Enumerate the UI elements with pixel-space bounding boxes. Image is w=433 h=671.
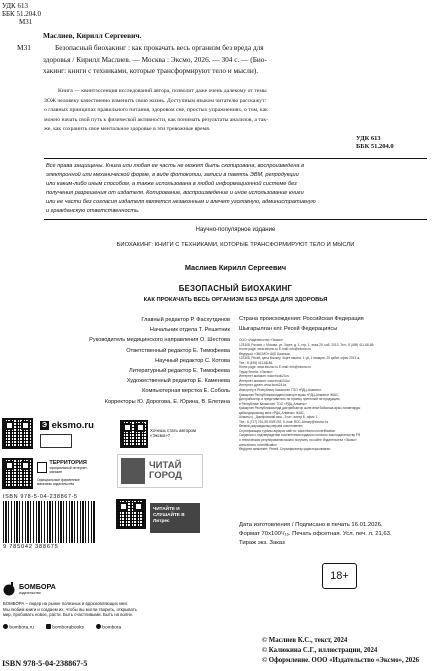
publisher-line: www.eksmo.ru/certification xyxy=(239,442,277,447)
copyright-line: © Маслиев К.С., текст, 2024 xyxy=(262,637,348,644)
imprint-title: БЕЗОПАСНЫЙ БИОХАКИНГ xyxy=(178,284,293,293)
rights-line: электронной или механической форме, в виде фотокопии, записи в память ЭВМ, репродукции xyxy=(46,172,299,178)
telegram-icon xyxy=(96,624,101,629)
udk-code: УДК 613 xyxy=(2,2,28,10)
publisher-line: Қазақстан Республикасында дистрибьютор және өнім бойынша арыз-талаптарды xyxy=(239,406,361,411)
rights-notice xyxy=(46,162,426,216)
publisher-line: Алматы қ., Домбровский көш., 3«а», литер Б, офис 1. xyxy=(239,415,319,420)
print-run: Тираж экз. Заказ xyxy=(239,540,285,547)
publisher-line: 123308, Ресей, қала Мәскеу, Зорге көшесі, 1 үй, 1 ғимарат, 20 қабат, офис 2013 ж. xyxy=(239,356,361,361)
bombora-bomb-icon xyxy=(3,581,16,596)
divider xyxy=(44,158,427,159)
origin-line: Шығарылған елі: Ресей Федерациясы xyxy=(239,325,338,332)
publisher-line: Өндірген мемлекет: Ресей. Сертификаттау қарастырылмаған xyxy=(239,447,331,452)
eksmo-site-label: eksmo.ru xyxy=(51,420,94,431)
biblio-line: здоровья / Кирилл Маслиев. — Москва : Эксмо, 2026. — 304 с. — (Био- xyxy=(43,54,267,64)
biblio-line: Безопасный биохакинг : как прокачать весь организм без вреда для xyxy=(55,43,264,52)
divider xyxy=(44,219,427,220)
isbn-barcode-label: ISBN 978-5-04-238867-5 xyxy=(3,494,78,500)
publisher-line: Өндіруші: «ЭКСМО» АҚБ Баспасы, xyxy=(239,351,291,356)
annotation-line: можно начать свой путь к физической активности, как понимать результаты анализов, а так- xyxy=(44,116,269,123)
biblio-line: хакинг: книги с техниками, которые трансформируют тело и мысли). xyxy=(43,66,259,75)
publisher-line: Интернет-дүкен: www.book24.kz xyxy=(239,383,287,388)
eksmo-site[interactable] xyxy=(40,420,94,431)
social-label: bombora xyxy=(102,625,122,631)
publisher-line: Өнімнің жарамдылық мерзімі шектелмеген. xyxy=(239,424,304,429)
udk-code: УДК 613 xyxy=(356,135,381,142)
social-label: bomborabooks xyxy=(52,625,84,631)
chitai-gorod-label: ЧИТАЙ ГОРОД xyxy=(149,460,182,481)
social-links xyxy=(3,624,121,631)
author-qr-code[interactable] xyxy=(120,420,148,448)
annotation-line: же, как сохранить свое ментальное здоровье в эти тревожные время. xyxy=(44,126,211,132)
litres-banner[interactable]: ЧИТАЙТЕ И СЛУШАЙТЕ В Литрес xyxy=(150,503,200,533)
copyrights xyxy=(262,636,432,666)
rights-line: или каким-либо иным способом, а также использована в любой информационной системе без xyxy=(46,181,297,187)
credit-line: Руководитель медицинского направления О. Шестова xyxy=(89,337,230,344)
bbk-code: ББК 51.204.0 xyxy=(356,143,394,150)
territory-subtitle: официальный интернет-магазин xyxy=(49,466,88,474)
credit-line: Главный редактор Р. Фасхутдинов xyxy=(141,317,230,323)
globe-icon xyxy=(3,624,8,629)
imprint-author: Маслиев Кирилл Сергеевич xyxy=(184,263,287,272)
bombora-name: БОМБОРА xyxy=(19,582,56,591)
publisher-line: Home page: www.eksmo.ru E-mail: info@eksmo.ru xyxy=(239,365,312,370)
credits xyxy=(30,315,230,407)
annotation xyxy=(44,87,420,135)
publisher-line: Тел.: 8 (727) 251-59-90/91/92; E-mail: RDC-Almaty@eksmo.kz xyxy=(239,419,329,424)
origin xyxy=(239,315,429,335)
territory-block xyxy=(37,460,97,486)
annotation-line: ЗОЖ человеку качественно изменить свою жизнь. Доступным языком читателю расскажут: xyxy=(44,97,267,104)
production-date: Дата изготовления / Подписано в печать 16.01.2026. xyxy=(239,522,383,528)
credit-line: Компьютерная верстка Е. Соболь xyxy=(142,388,230,395)
chitai-gorod-logo-icon xyxy=(121,458,145,484)
footer-isbn: ISBN 978-5-04-238867-5 xyxy=(2,659,88,668)
publisher-line: ООО «Издательство «Эксмо» xyxy=(239,338,284,342)
bottom-codes xyxy=(356,135,394,151)
bombora-text-line: БОМБОРА – лидер на рынке полезных и вдохновляющих книг. xyxy=(3,601,128,606)
territory-title: ТЕРРИТОРИЯ xyxy=(49,460,87,466)
bibliographic-record xyxy=(43,42,415,77)
credit-line: Начальник отдела Т. Решетник xyxy=(149,327,230,334)
territory-note: Официальные фирменные магазины издательства xyxy=(37,478,80,487)
copyright-line: © Калюкина С.Г., иллюстрации, 2024 xyxy=(262,647,378,654)
publisher-line: о техническом регулировании можно получить на сайте Издательства «Эксмо» xyxy=(239,438,357,443)
bombora-description xyxy=(3,601,233,618)
imprint-subtitle: КАК ПРОКАЧАТЬ ВЕСЬ ОРГАНИЗМ БЕЗ ВРЕДА ДЛЯ ЗДОРОВЬЯ xyxy=(143,297,328,303)
isbn-barcode xyxy=(3,501,95,543)
publisher-line: Қазақстан Республикасындағы импорттаушы «РДЦ-Алматы» ЖШС. xyxy=(239,392,340,397)
credit-line: Научный редактор С. Котова xyxy=(155,357,230,364)
rights-line: или ее части без согласия издателя является незаконным и влечет уголовную, административную xyxy=(46,199,316,205)
publisher-line: Сертификация туралы ақпарат сайтта: www.eksmo.ru/certification xyxy=(239,428,336,433)
annotation-line: о главных принципах правильного питания, здоровом сне, простых упражнениях, о том, как xyxy=(44,107,268,113)
top-codes xyxy=(2,2,41,26)
publisher-line: Импортёр в Республику Казахстан ТОО «РДЦ-Алматы». xyxy=(239,388,323,393)
edition-type: Научно-популярное издание xyxy=(195,227,276,233)
credit-line: Корректоры Ю. Дорогова, Е. Юрина, В. Елетина xyxy=(104,398,230,405)
social-link-vk[interactable] xyxy=(46,624,84,631)
eksmo-logo-icon: Э xyxy=(40,421,49,430)
publisher-line: Интернет-магазин: www.book24.ru xyxy=(239,374,290,379)
publisher-line: Тауар белгісі: «Эксмо» xyxy=(239,369,273,374)
credit-line: Ответственный редактор Е. Тимофеева xyxy=(126,347,230,354)
author-line: Маслиев, Кирилл Сергеевич. xyxy=(43,31,142,40)
litres-qr-code[interactable] xyxy=(116,499,146,529)
social-link-telegram[interactable] xyxy=(96,624,121,631)
chitai-gorod-banner[interactable] xyxy=(117,454,203,488)
bombora-text-line: Мы любим книги и создаем их, чтобы вы могли творить, открывать xyxy=(3,606,137,612)
become-author-note: Хочешь стать автором «Эксмо»? xyxy=(150,428,196,439)
format-line: Формат 70x100¹/₁₆. Печать офсетная. Усл. печ. л. 21,63. xyxy=(239,531,392,538)
copyright-line: © Оформление. ООО «Издательство «Эксмо», 2026 xyxy=(262,657,420,664)
territory-logo-icon xyxy=(37,462,47,473)
publisher-line: Home page: www.eksmo.ru E-mail: info@eksmo.ru xyxy=(239,347,312,352)
territory-qr-code[interactable] xyxy=(2,458,33,489)
series-name: БИОХАКИНГ: КНИГИ С ТЕХНИКАМИ, КОТОРЫЕ ТРАНСФОРМИРУЮТ ТЕЛО И МЫСЛИ xyxy=(116,242,355,248)
author-mark: М31 xyxy=(19,18,33,26)
print-details xyxy=(239,521,429,549)
rights-line: Все права защищены. Книга или любая ее часть не может быть скопирована, воспроизведена в xyxy=(46,163,305,169)
publisher-info xyxy=(239,338,429,454)
social-label: bombora.ru xyxy=(9,625,34,631)
bbk-code: ББК 51.204.0 xyxy=(2,10,41,18)
social-link-site[interactable] xyxy=(3,624,34,631)
publisher-line: 123308, Россия, г. Москва, ул. Зорге, д. 1, стр. 1, этаж 20, каб. 2013. Тел.: 8 (495) 411-68-86. xyxy=(239,342,375,347)
rights-line: получения разрешения от издателя. Копирование, воспроизведение и иное использование книги xyxy=(46,190,304,196)
publisher-line: Интернет-магазин: www.book24.kz xyxy=(239,378,290,383)
publisher-line: в Республике Казахстан: ТОО «РДЦ-Алматы» xyxy=(239,401,307,406)
vk-icon xyxy=(46,624,51,629)
author-mark-index: М31 xyxy=(17,43,31,52)
bombora-subtitle: издательство xyxy=(19,591,41,595)
credit-line: Художественный редактор Е. Каменева xyxy=(126,378,230,385)
bombora-text-line: мир, пробовать новое, расти. Быть счастливыми. Быть на волне. xyxy=(3,612,134,618)
publisher-line: қабылдаушының өкілі «РДЦ-Алматы» ЖШС, xyxy=(239,410,305,415)
eksmo-site-note-block xyxy=(40,434,95,448)
barcode-digits: 9 785042 388675 xyxy=(3,544,59,550)
credit-line: Литературный редактор Е. Тимофеева xyxy=(129,368,230,375)
annotation-line: Книга — квинтэссенция исследований автора, позволит даже очень далекому от темы xyxy=(58,88,267,94)
publisher-line: Тел.: 8 (495) 411-68-86. xyxy=(239,360,274,365)
publisher-line: Сведения о подтверждении соответствия издания согласно законодательству РФ xyxy=(239,433,361,438)
eksmo-qr-code[interactable] xyxy=(2,418,33,449)
origin-line: Страна происхождения: Российская Федерация xyxy=(239,316,364,322)
age-rating-badge: 18+ xyxy=(322,563,357,589)
publisher-line: Дистрибьютор и представитель по приему претензий на продукцию, xyxy=(239,397,341,402)
rights-line: и гражданскую ответственность. xyxy=(46,208,140,214)
bombora-logo xyxy=(3,581,56,596)
